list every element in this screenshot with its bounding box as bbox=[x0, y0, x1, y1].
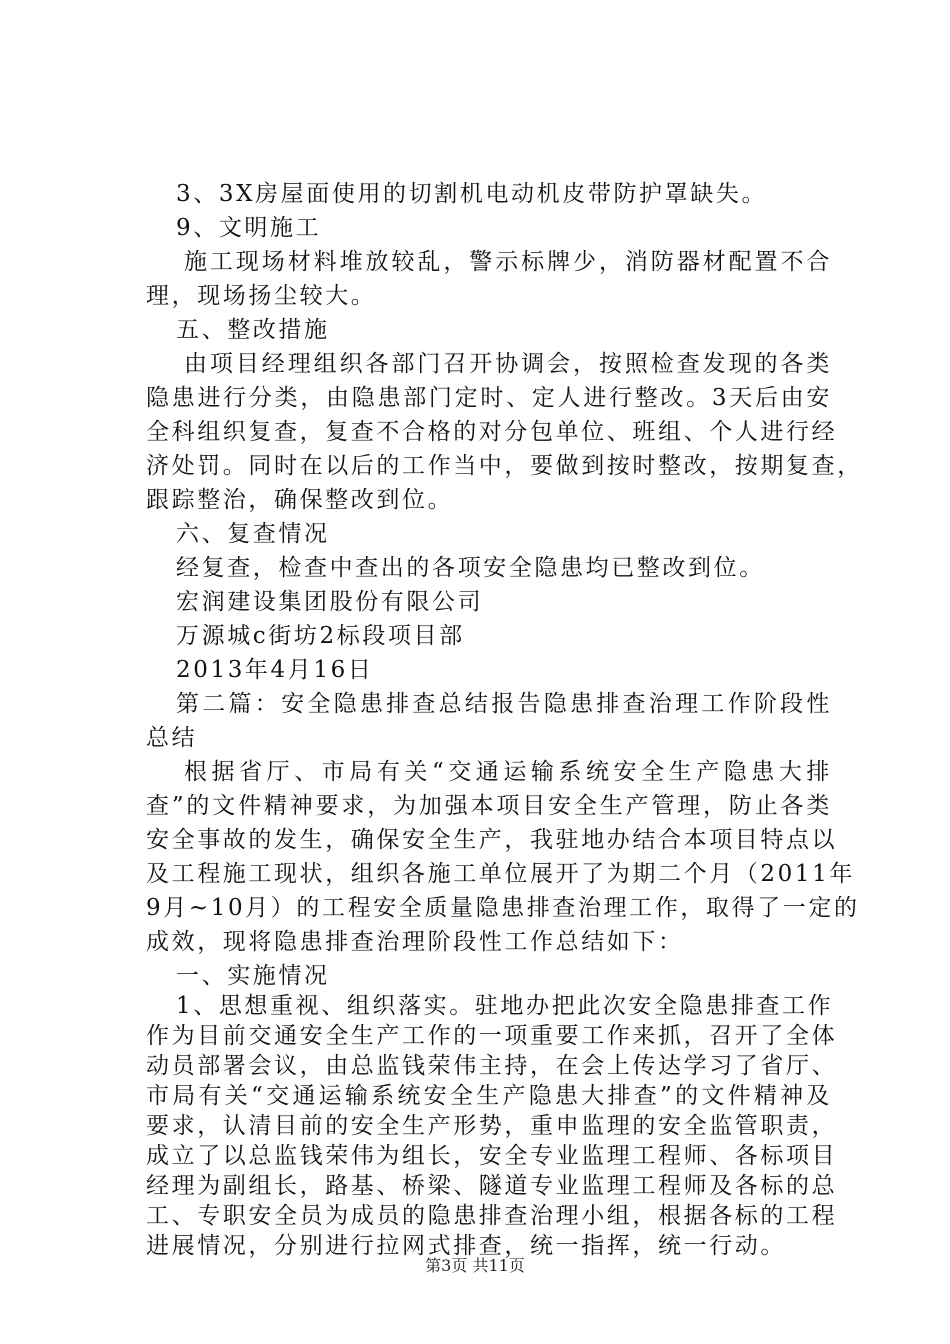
text-line: 9月~10月）的工程安全质量隐患排查治理工作，取得了一定的 bbox=[146, 895, 860, 921]
section-heading: 9、文明施工 bbox=[176, 215, 322, 241]
chapter-title: 第二篇：安全隐患排查总结报告隐患排查治理工作阶段性 bbox=[176, 691, 832, 717]
text-line: 施工现场材料堆放较乱，警示标牌少，消防器材配置不合 bbox=[184, 249, 832, 275]
text-line: 由项目经理组织各部门召开协调会，按照检查发现的各类 bbox=[184, 351, 832, 377]
section-heading: 六、复查情况 bbox=[176, 521, 330, 547]
signature-date: 2013年4月16日 bbox=[176, 657, 374, 683]
text-line: 隐患进行分类，由隐患部门定时、定人进行整改。3天后由安 bbox=[146, 385, 832, 411]
chapter-title: 总结 bbox=[146, 725, 198, 751]
text-line: 全科组织复查，复查不合格的对分包单位、班组、个人进行经 bbox=[146, 419, 838, 445]
text-line: 经复查，检查中查出的各项安全隐患均已整改到位。 bbox=[176, 555, 765, 581]
text-line: 成立了以总监钱荣伟为组长，安全专业监理工程师、各标项目 bbox=[146, 1143, 838, 1169]
signature-company: 宏润建设集团股份有限公司 bbox=[176, 589, 484, 615]
text-line: 跟踪整治，确保整改到位。 bbox=[146, 487, 454, 513]
text-line: 1、思想重视、组织落实。驻地办把此次安全隐患排查工作 bbox=[176, 993, 834, 1019]
text-line: 安全事故的发生，确保安全生产，我驻地办结合本项目特点以 bbox=[146, 827, 838, 853]
section-heading: 五、整改措施 bbox=[176, 317, 330, 343]
text-line: 3、3X房屋面使用的切割机电动机皮带防护罩缺失。 bbox=[176, 181, 768, 207]
text-line: 要求，认清目前的安全生产形势，重申监理的安全监管职责， bbox=[146, 1113, 838, 1139]
text-line: 查”的文件精神要求，为加强本项目安全生产管理，防止各类 bbox=[146, 793, 832, 819]
text-line: 市局有关“交通运输系统安全生产隐患大排查”的文件精神及 bbox=[146, 1083, 832, 1109]
text-line: 及工程施工现状，组织各施工单位展开了为期二个月（2011年 bbox=[146, 861, 855, 887]
text-line: 经理为副组长，路基、桥梁、隧道专业监理工程师及各标的总 bbox=[146, 1173, 838, 1199]
section-heading: 一、实施情况 bbox=[176, 963, 330, 989]
signature-department: 万源城c街坊2标段项目部 bbox=[176, 623, 465, 649]
text-line: 动员部署会议，由总监钱荣伟主持，在会上传达学习了省厅、 bbox=[146, 1053, 838, 1079]
text-line: 工、专职安全员为成员的隐患排查治理小组，根据各标的工程 bbox=[146, 1203, 838, 1229]
text-line: 理，现场扬尘较大。 bbox=[146, 283, 377, 309]
text-line: 济处罚。同时在以后的工作当中，要做到按时整改，按期复查， bbox=[146, 453, 863, 479]
page-number-footer: 第3页 共11页 bbox=[425, 1256, 525, 1275]
text-line: 成效，现将隐患排查治理阶段性工作总结如下： bbox=[146, 929, 684, 955]
text-line: 进展情况，分别进行拉网式排查，统一指挥，统一行动。 bbox=[146, 1233, 786, 1259]
text-line: 作为目前交通安全生产工作的一项重要工作来抓，召开了全体 bbox=[146, 1023, 838, 1049]
text-line: 根据省厅、市局有关“交通运输系统安全生产隐患大排 bbox=[184, 759, 832, 785]
